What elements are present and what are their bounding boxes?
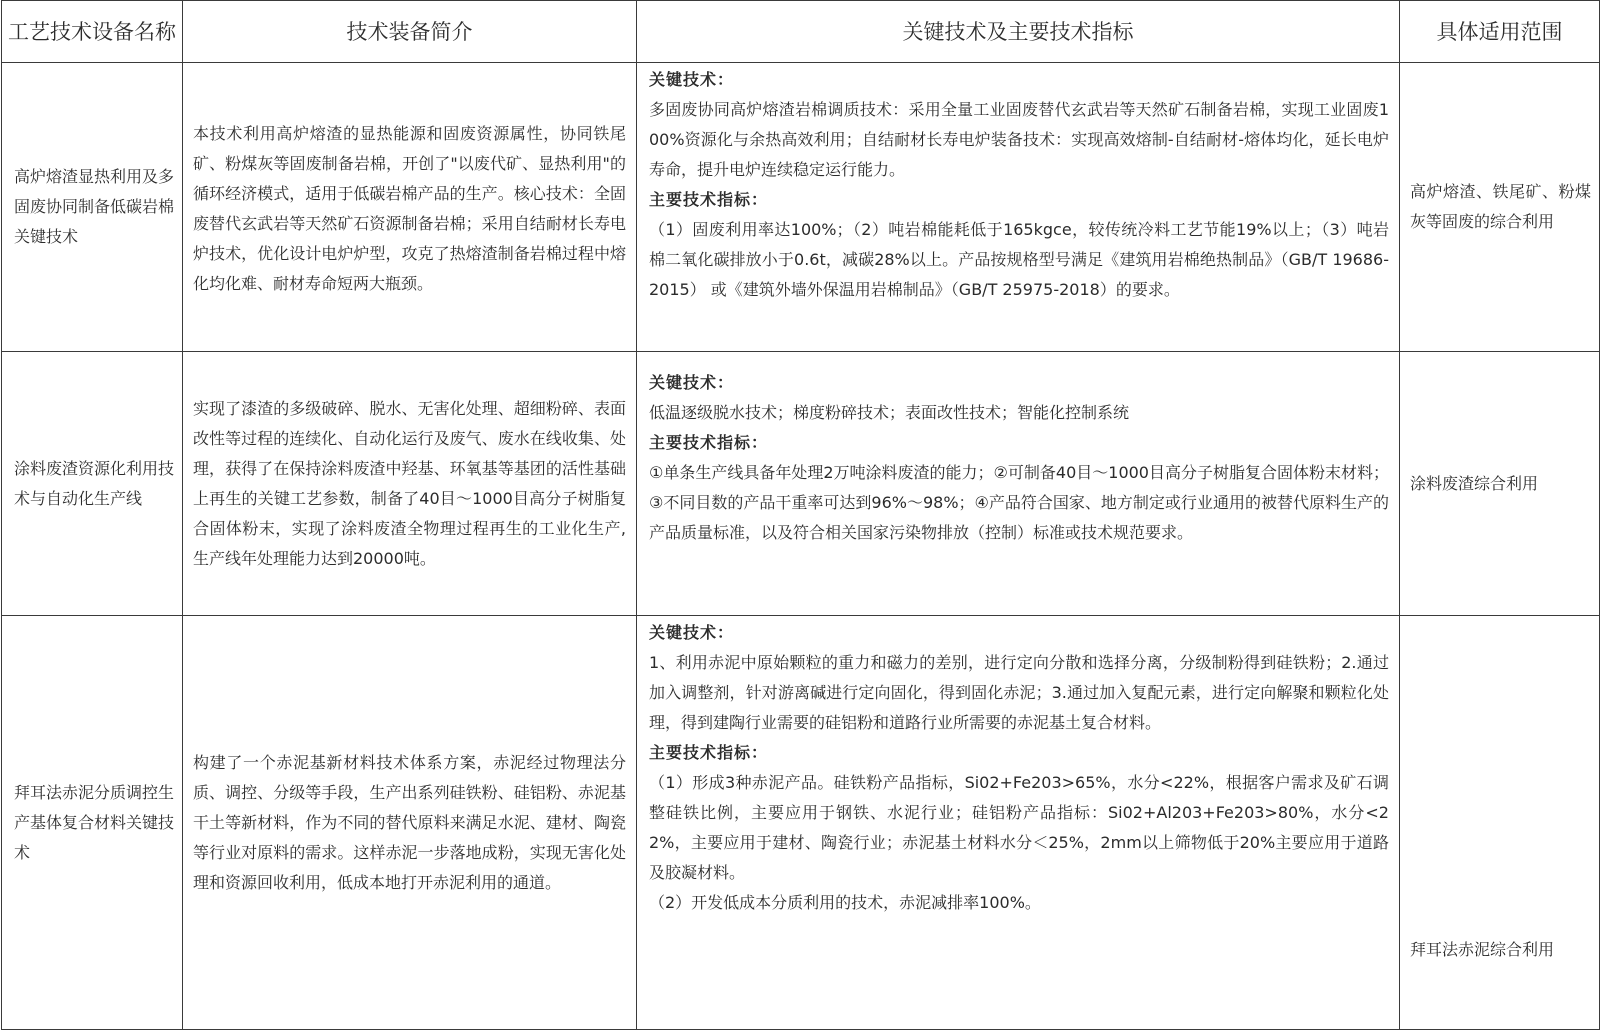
key-tech-text: 低温逐级脱水技术；梯度粉碎技术；表面改性技术；智能化控制系统 xyxy=(649,403,1130,422)
row-key-tech xyxy=(637,63,1400,352)
index-label: 主要技术指标： xyxy=(649,743,769,762)
key-tech-label: 关键技术： xyxy=(649,623,735,642)
index-text-2: （2）开发低成本分质利用的技术，赤泥减排率100%。 xyxy=(649,893,1041,912)
index-text: （1）固废利用率达100%；（2）吨岩棉能耗低于165kgce，较传统冷料工艺节能19%以上；（3）吨岩棉二氧化碳排放小于0.6t，减碳28%以上。产品按规格型号满足《建筑用岩棉绝热制品》（GB/T 19686-2015） 或《建筑外墙外保温用岩棉制品》（GB/T 25975-2018）的要求。 xyxy=(649,220,1389,299)
technology-table xyxy=(1,0,1600,1030)
row-key-tech xyxy=(637,616,1400,1030)
key-tech-label: 关键技术： xyxy=(649,70,735,89)
header-intro: 技术装备简介 xyxy=(183,1,637,63)
table-row xyxy=(2,63,1600,352)
row-scope: 拜耳法赤泥综合利用 xyxy=(1400,616,1600,1030)
index-text: （1）形成3种赤泥产品。硅铁粉产品指标，Si02+Fe203>65%，水分<22%，根据客户需求及矿石调整硅铁比例，主要应用于钢铁、水泥行业；硅铝粉产品指标：Si02+Al203+Fe203>80%，水分<22%，主要应用于建材、陶瓷行业；赤泥基土材料水分＜25%，2mm以上筛物低于20%主要应用于道路及胶凝材料。 xyxy=(649,773,1389,882)
row-scope: 高炉熔渣、铁尾矿、粉煤灰等固废的综合利用 xyxy=(1400,63,1600,352)
table-row xyxy=(2,352,1600,616)
header-key-tech: 关键技术及主要技术指标 xyxy=(637,1,1400,63)
key-tech-label: 关键技术： xyxy=(649,373,735,392)
row-intro: 本技术利用高炉熔渣的显热能源和固废资源属性，协同铁尾矿、粉煤灰等固废制备岩棉，开创了"以废代矿、显热利用"的循环经济模式，适用于低碳岩棉产品的生产。核心技术：全固废替代玄武岩等天然矿石资源制备岩棉；采用自结耐材长寿电炉技术，优化设计电炉炉型，攻克了热熔渣制备岩棉过程中熔化均化难、耐材寿命短两大瓶颈。 xyxy=(183,63,637,352)
row-scope: 涂料废渣综合利用 xyxy=(1400,352,1600,616)
row-name: 拜耳法赤泥分质调控生产基体复合材料关键技术 xyxy=(2,616,183,1030)
row-name: 涂料废渣资源化利用技术与自动化生产线 xyxy=(2,352,183,616)
row-intro: 构建了一个赤泥基新材料技术体系方案，赤泥经过物理法分质、调控、分级等手段，生产出系列硅铁粉、硅铝粉、赤泥基干土等新材料，作为不同的替代原料来满足水泥、建材、陶瓷等行业对原料的需求。这样赤泥一步落地成粉，实现无害化处理和资源回收利用，低成本地打开赤泥利用的通道。 xyxy=(183,616,637,1030)
row-name: 高炉熔渣显热利用及多固废协同制备低碳岩棉关键技术 xyxy=(2,63,183,352)
index-text: ①单条生产线具备年处理2万吨涂料废渣的能力；②可制备40目～1000目高分子树脂复合固体粉末材料；③不同目数的产品干重率可达到96%～98%；④产品符合国家、地方制定或行业通用的被替代原料生产的产品质量标准，以及符合相关国家污染物排放（控制）标准或技术规范要求。 xyxy=(649,463,1389,542)
header-row xyxy=(2,1,1600,63)
index-label: 主要技术指标： xyxy=(649,433,769,452)
key-tech-text: 1、利用赤泥中原始颗粒的重力和磁力的差别，进行定向分散和选择分离，分级制粉得到硅铁粉；2.通过加入调整剂，针对游离碱进行定向固化，得到固化赤泥；3.通过加入复配元素，进行定向解聚和颗粒化处理，得到建陶行业需要的硅铝粉和道路行业所需要的赤泥基土复合材料。 xyxy=(649,653,1389,732)
table-row xyxy=(2,616,1600,1030)
row-key-tech xyxy=(637,352,1400,616)
header-name: 工艺技术设备名称 xyxy=(2,1,183,63)
row-intro: 实现了漆渣的多级破碎、脱水、无害化处理、超细粉碎、表面改性等过程的连续化、自动化运行及废气、废水在线收集、处理，获得了在保持涂料废渣中羟基、环氧基等基团的活性基础上再生的关键工艺参数，制备了40目～1000目高分子树脂复合固体粉末，实现了涂料废渣全物理过程再生的工业化生产,生产线年处理能力达到20000吨。 xyxy=(183,352,637,616)
index-label: 主要技术指标： xyxy=(649,190,769,209)
key-tech-text: 多固废协同高炉熔渣岩棉调质技术：采用全量工业固废替代玄武岩等天然矿石制备岩棉，实现工业固废100%资源化与余热高效利用；自结耐材长寿电炉装备技术：实现高效熔制-自结耐材-熔体均化，延长电炉寿命，提升电炉连续稳定运行能力。 xyxy=(649,100,1389,179)
header-scope: 具体适用范围 xyxy=(1400,1,1600,63)
